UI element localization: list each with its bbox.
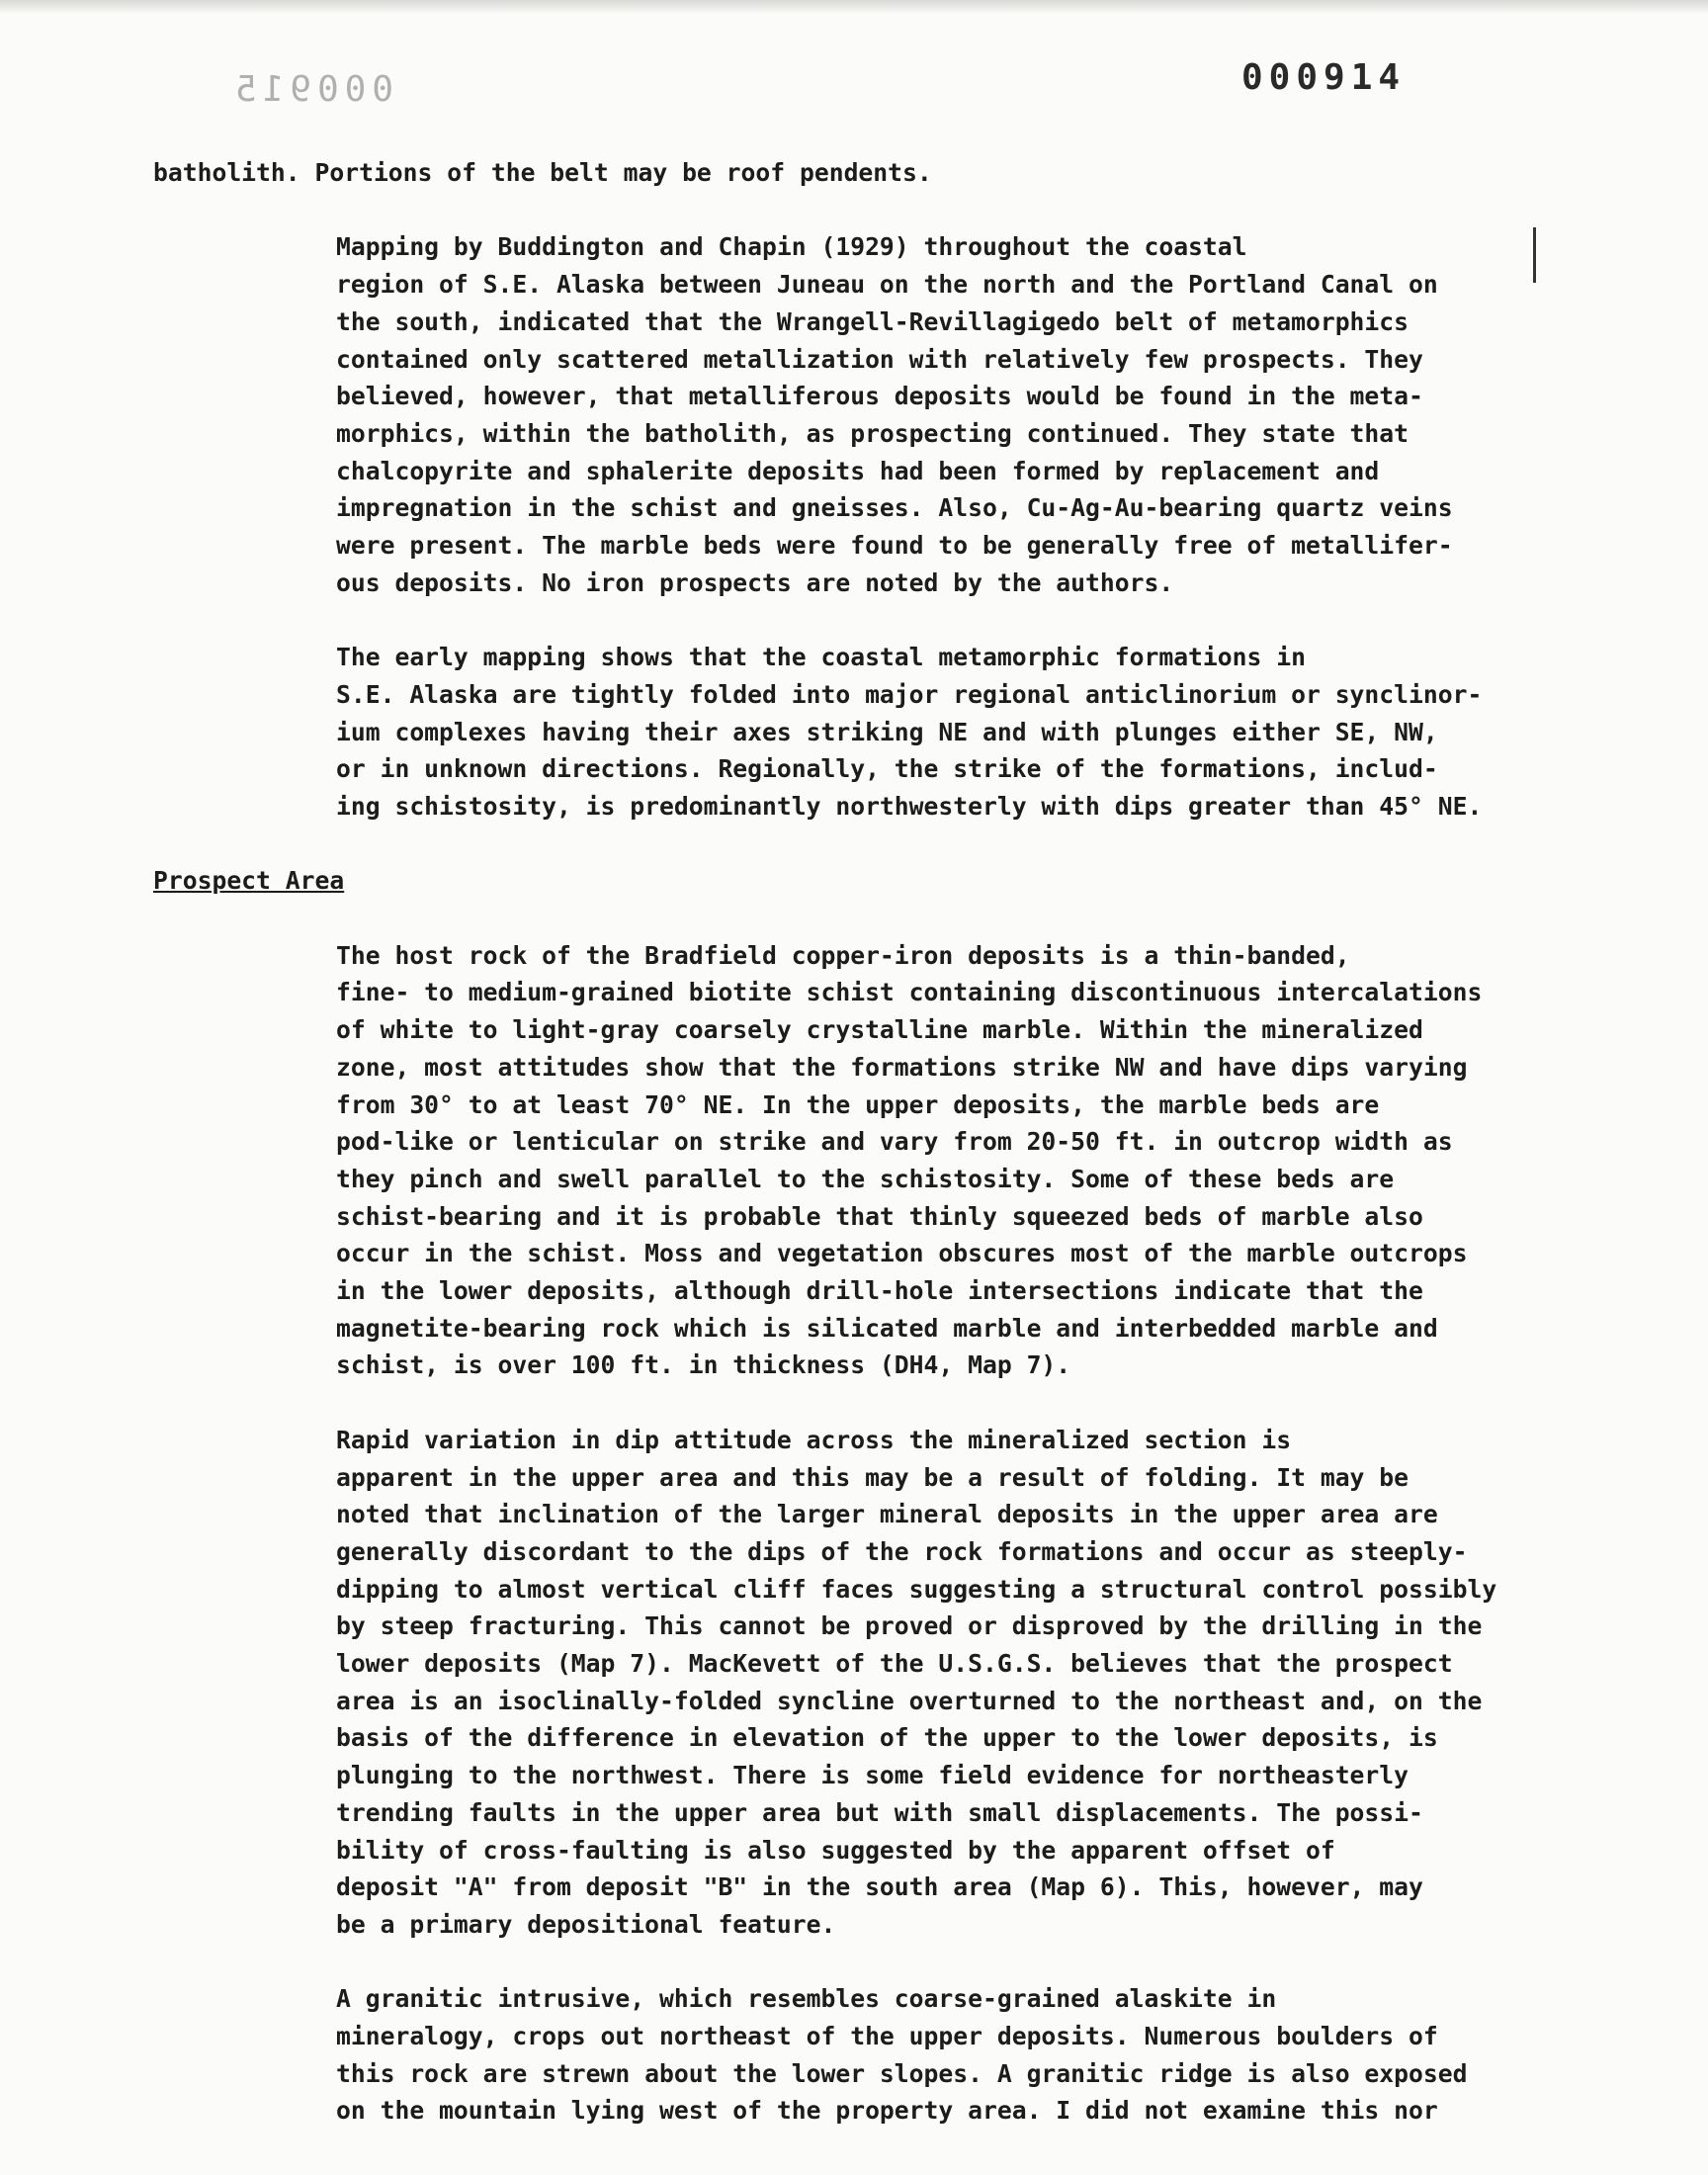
paragraph xyxy=(153,1980,1606,2130)
text-line: the south, indicated that the Wrangell-Revillagigedo belt of metamorphics xyxy=(336,306,1409,336)
text-line: S.E. Alaska are tightly folded into major regional anticlinorium or synclinor- xyxy=(336,679,1483,709)
text-line: contained only scattered metallization with relatively few prospects. They xyxy=(336,344,1423,374)
text-line: this rock are strewn about the lower slopes. A granitic ridge is also exposed xyxy=(336,2058,1468,2088)
text-line: by steep fracturing. This cannot be proved or disproved by the drilling in the xyxy=(336,1611,1483,1641)
text-line: Rapid variation in dip attitude across the mineralized section is xyxy=(336,1425,1292,1454)
text-line: ium complexes having their axes striking NE and with plunges either SE, NW, xyxy=(336,717,1438,746)
section-paragraphs xyxy=(153,937,1606,2130)
paragraph xyxy=(153,937,1606,1384)
text-line: region of S.E. Alaska between Juneau on the north and the Portland Canal on xyxy=(336,270,1438,300)
text-line: ing schistosity, is predominantly northwesterly with dips greater than 45° NE. xyxy=(336,791,1483,821)
text-line: deposit "A" from deposit "B" in the south area (Map 6). This, however, may xyxy=(336,1872,1423,1902)
text-line: noted that inclination of the larger mineral deposits in the upper area are xyxy=(336,1500,1438,1529)
text-line: occur in the schist. Moss and vegetation obscures most of the marble outcrops xyxy=(336,1239,1468,1268)
text-line: in the lower deposits, although drill-hole intersections indicate that the xyxy=(336,1276,1423,1306)
text-line: believed, however, that metalliferous deposits would be found in the meta- xyxy=(336,382,1423,411)
page-number: 000914 xyxy=(1241,57,1407,98)
text-line: Mapping by Buddington and Chapin (1929) throughout the coastal xyxy=(336,232,1247,262)
text-line: The host rock of the Bradfield copper-iron deposits is a thin-banded, xyxy=(336,940,1350,970)
bleed-through-page-number: 000915 xyxy=(229,69,394,110)
text-line: zone, most attitudes show that the formations strike NW and have dips varying xyxy=(336,1052,1468,1082)
text-line: schist, is over 100 ft. in thickness (DH4, Map 7). xyxy=(336,1350,1071,1380)
text-line: from 30° to at least 70° NE. In the upper deposits, the marble beds are xyxy=(336,1089,1380,1119)
text-line: schist-bearing and it is probable that thinly squeezed beds of marble also xyxy=(336,1201,1423,1231)
paragraph xyxy=(153,154,1606,192)
text-line: dipping to almost vertical cliff faces suggesting a structural control possibly xyxy=(336,1574,1497,1604)
text-line: magnetite-bearing rock which is silicated marble and interbedded marble and xyxy=(336,1313,1438,1343)
text-line: they pinch and swell parallel to the schistosity. Some of these beds are xyxy=(336,1164,1395,1193)
paragraph xyxy=(153,228,1606,601)
text-line: The early mapping shows that the coastal metamorphic formations in xyxy=(336,643,1306,672)
text-line: plunging to the northwest. There is some field evidence for northeasterly xyxy=(336,1761,1409,1790)
text-line: mineralogy, crops out northeast of the upper deposits. Numerous boulders of xyxy=(336,2022,1438,2051)
text-line: generally discordant to the dips of the rock formations and occur as steeply- xyxy=(336,1536,1468,1566)
text-line: impregnation in the schist and gneisses. Also, Cu-Ag-Au-bearing quartz veins xyxy=(336,493,1453,523)
text-line: fine- to medium-grained biotite schist containing discontinuous intercalations xyxy=(336,978,1483,1007)
text-line: pod-like or lenticular on strike and vary from 20-50 ft. in outcrop width as xyxy=(336,1127,1453,1157)
text-line: morphics, within the batholith, as prospecting continued. They state that xyxy=(336,418,1409,448)
text-line: or in unknown directions. Regionally, the strike of the formations, includ- xyxy=(336,754,1438,784)
paragraph xyxy=(153,1422,1606,1944)
intro-paragraphs xyxy=(153,154,1606,826)
text-line: batholith. Portions of the belt may be roof pendents. xyxy=(153,158,932,187)
text-line: A granitic intrusive, which resembles coarse-grained alaskite in xyxy=(336,1984,1277,2014)
text-line: apparent in the upper area and this may be a result of folding. It may be xyxy=(336,1462,1409,1492)
text-line: area is an isoclinally-folded syncline overturned to the northeast and, on the xyxy=(336,1686,1483,1715)
text-line: of white to light-gray coarsely crystalline marble. Within the mineralized xyxy=(336,1015,1423,1045)
paragraph xyxy=(153,639,1606,826)
text-line: chalcopyrite and sphalerite deposits had been formed by replacement and xyxy=(336,456,1380,485)
text-line: bility of cross-faulting is also suggested by the apparent offset of xyxy=(336,1835,1335,1865)
section-heading: Prospect Area xyxy=(153,866,345,896)
document-body xyxy=(153,154,1606,2167)
text-line: basis of the difference in elevation of the upper to the lower deposits, is xyxy=(336,1723,1438,1753)
text-line: on the mountain lying west of the property area. I did not examine this nor xyxy=(336,2096,1438,2126)
text-line: were present. The marble beds were found to be generally free of metallifer- xyxy=(336,531,1453,561)
text-line: trending faults in the upper area but with small displacements. The possi- xyxy=(336,1797,1423,1827)
text-line: lower deposits (Map 7). MacKevett of the U.S.G.S. believes that the prospect xyxy=(336,1649,1453,1679)
text-line: ous deposits. No iron prospects are noted by the authors. xyxy=(336,567,1174,597)
scan-top-edge xyxy=(0,0,1708,14)
text-line: be a primary depositional feature. xyxy=(336,1909,836,1939)
